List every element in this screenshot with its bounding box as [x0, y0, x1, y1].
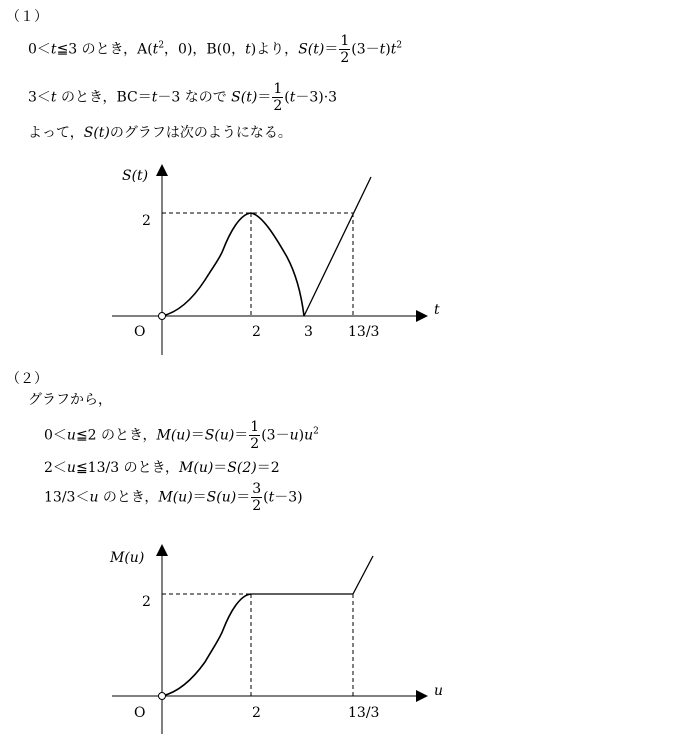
- equals: ＝: [236, 489, 251, 506]
- var-t: t: [379, 41, 386, 58]
- cond-text: ，0)，B(0，: [164, 41, 246, 58]
- x-axis-label: u: [434, 683, 444, 699]
- equals: ＝: [213, 460, 228, 476]
- expr: (3－: [351, 41, 380, 58]
- func-m: M(u): [158, 489, 193, 506]
- part2-intro: グラフから，: [28, 392, 112, 408]
- expr: ＝2: [256, 460, 280, 476]
- cond-text: のとき，: [98, 489, 159, 506]
- y-axis-arrow: [156, 544, 168, 556]
- var-u: u: [289, 427, 299, 444]
- func-s: S(u): [204, 427, 235, 444]
- fraction-denominator: 2: [250, 436, 260, 452]
- expr: (: [263, 489, 269, 506]
- var-t: t: [390, 41, 397, 58]
- origin-open-point: [159, 313, 166, 320]
- fraction-numerator: 1: [340, 33, 350, 49]
- x-tick-label: 3: [304, 324, 313, 340]
- var-t: t: [151, 89, 158, 106]
- equals: ＝: [234, 427, 249, 444]
- func-s: S: [298, 41, 308, 58]
- x-axis-label: t: [434, 302, 440, 318]
- fraction-denominator: 2: [252, 498, 262, 514]
- cond-text: 0＜: [28, 41, 51, 58]
- exponent: 2: [158, 40, 165, 51]
- var-u: u: [304, 427, 314, 444]
- cond-text: 3＜: [28, 89, 51, 106]
- part1-heading: （１）: [6, 9, 48, 25]
- curve-linear: [353, 556, 373, 594]
- x-tick-label: 2: [252, 705, 261, 721]
- fraction-numerator: 1: [273, 81, 283, 97]
- expr: (3－: [261, 427, 290, 444]
- fraction-denominator: 2: [340, 50, 350, 66]
- y-axis-arrow: [156, 164, 168, 176]
- origin-open-point: [159, 693, 166, 700]
- y-tick-label: 2: [142, 594, 151, 610]
- part2-heading: （２）: [6, 371, 48, 387]
- var-t: t: [50, 89, 57, 106]
- var-u: u: [66, 460, 76, 476]
- var-u: u: [66, 427, 76, 444]
- expr: (: [284, 89, 290, 106]
- x-tick-label: 13/3: [348, 705, 380, 721]
- expr: －3): [274, 489, 303, 506]
- fraction-numerator: 1: [250, 419, 260, 435]
- func-s: S(t): [231, 89, 258, 106]
- fraction-denominator: 2: [273, 98, 283, 114]
- func-m: M(u): [179, 460, 214, 476]
- var-t: t: [152, 41, 159, 58]
- var-t: t: [268, 489, 275, 506]
- curve-cubic: [162, 213, 304, 316]
- func-s: S(t): [83, 125, 110, 141]
- expr: ): [385, 41, 391, 58]
- cond-text: ≦2 のとき，: [75, 427, 157, 444]
- exponent: 2: [396, 40, 403, 51]
- exponent: 2: [313, 426, 319, 437]
- cond-text: のとき，BC＝: [56, 89, 152, 106]
- curve-cubic: [162, 594, 251, 696]
- var-t: t: [50, 41, 57, 58]
- origin-label: O: [134, 324, 146, 340]
- func-s: S(2): [227, 460, 257, 476]
- x-axis-arrow: [416, 690, 428, 702]
- cond-text: －3 なので: [157, 89, 232, 106]
- cond-text: ≦3 のとき，A(: [56, 41, 153, 58]
- equals: ＝: [324, 41, 339, 58]
- y-axis-label: M(u): [110, 550, 145, 566]
- origin-label: O: [134, 705, 146, 721]
- var-t: t: [289, 89, 296, 106]
- cond-text: よって，: [28, 125, 84, 141]
- y-tick-label: 2: [142, 213, 151, 229]
- cond-text: 0＜: [44, 427, 67, 444]
- func-s: S(u): [206, 489, 237, 506]
- var-t: t: [245, 41, 251, 58]
- fraction-numerator: 3: [252, 481, 262, 497]
- curve-linear: [304, 177, 371, 316]
- x-axis-arrow: [416, 310, 428, 322]
- x-tick-label: 13/3: [348, 324, 380, 340]
- var-u: u: [89, 489, 99, 506]
- expr: ): [298, 427, 305, 444]
- x-tick-label: 2: [252, 324, 261, 340]
- graph-s: [112, 164, 440, 355]
- y-axis-label: S(t): [122, 168, 149, 184]
- func-arg: (t): [307, 41, 325, 58]
- cond-text: 2＜: [44, 460, 67, 476]
- func-m: M(u): [156, 427, 191, 444]
- equals: ＝: [192, 489, 207, 506]
- cond-text: )より，: [250, 41, 299, 58]
- graph-m: [109, 544, 443, 734]
- equals: ＝: [190, 427, 205, 444]
- cond-text: のグラフは次のようになる。: [109, 125, 292, 141]
- expr: －3)·3: [295, 89, 338, 106]
- cond-text: ≦13/3 のとき，: [75, 460, 180, 476]
- cond-text: 13/3＜: [44, 489, 90, 506]
- equals: ＝: [257, 89, 272, 106]
